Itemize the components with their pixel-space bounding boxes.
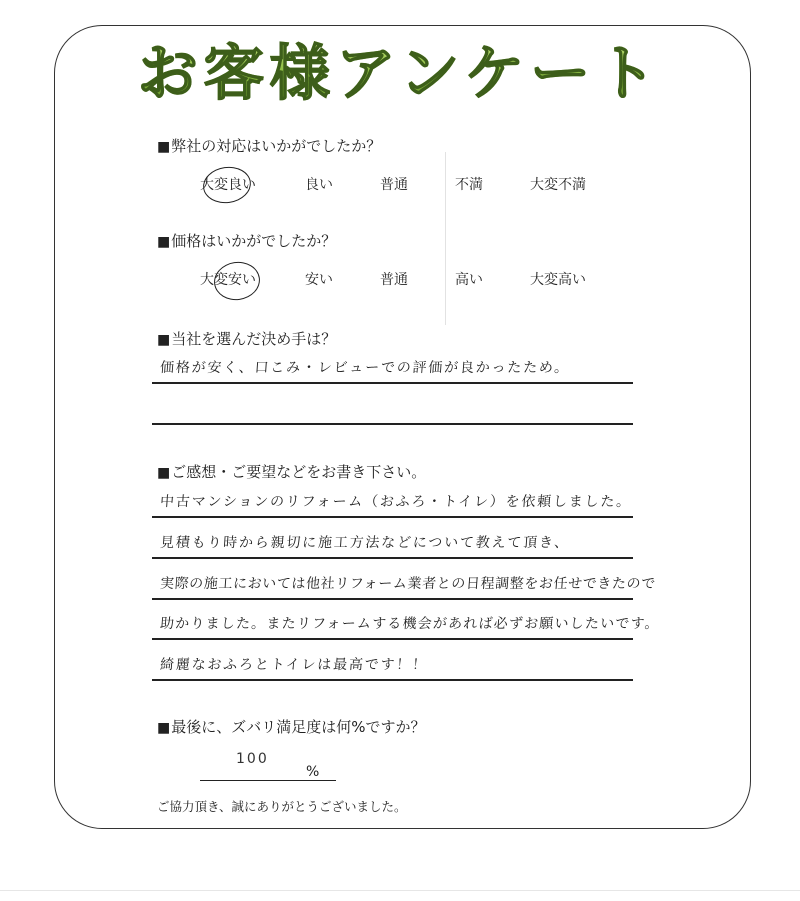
q2-option-very-cheap[interactable]: 大変安い — [200, 272, 256, 288]
column-divider — [445, 152, 446, 325]
q1-option-very-good[interactable]: 大変良い — [200, 177, 256, 193]
satisfaction-rule — [200, 780, 336, 781]
q2-option-very-expensive[interactable]: 大変高い — [530, 272, 586, 288]
q1-option-good[interactable]: 良い — [305, 177, 333, 193]
bullet-square-icon: ■ — [157, 720, 171, 736]
answer-rule — [152, 557, 633, 559]
answer-rule — [152, 679, 633, 681]
q3-answer-line-1[interactable]: 価格が安く、口こみ・レビューでの評価が良かったため。 — [159, 360, 571, 376]
answer-rule — [152, 598, 633, 600]
answer-rule — [152, 423, 633, 425]
q2-option-expensive[interactable]: 高い — [455, 272, 483, 288]
thanks-message: ご協力頂き、誠にありがとうございました。 — [157, 799, 407, 814]
percent-sign: % — [306, 764, 320, 780]
answer-rule — [152, 516, 633, 518]
question-3-heading: ■当社を選んだ決め手は？ — [157, 330, 337, 348]
survey-title: お客様アンケート — [0, 38, 800, 110]
bullet-square-icon: ■ — [157, 139, 171, 155]
q1-option-dissatisfied[interactable]: 不満 — [455, 177, 483, 193]
question-5-heading: ■最後に、ズバリ満足度は何%ですか？ — [157, 718, 426, 736]
q4-answer-line-4[interactable]: 助かりました。またリフォームする機会があれば必ずお願いしたいです。 — [159, 616, 661, 632]
question-4-heading: ■ご感想・ご要望などをお書き下さい。 — [157, 463, 427, 481]
q1-option-normal[interactable]: 普通 — [380, 177, 408, 193]
bullet-square-icon: ■ — [157, 234, 171, 250]
question-1-heading: ■弊社の対応はいかがでしたか？ — [157, 137, 382, 155]
bullet-square-icon: ■ — [157, 332, 171, 348]
q1-option-very-dissatisfied[interactable]: 大変不満 — [530, 177, 586, 193]
q2-option-cheap[interactable]: 安い — [305, 272, 333, 288]
answer-rule — [152, 382, 633, 384]
answer-rule — [152, 638, 633, 640]
q4-answer-line-3[interactable]: 実際の施工においては他社リフォーム業者との日程調整をお任せできたので — [159, 576, 657, 592]
page-bottom-divider — [0, 890, 800, 891]
question-2-heading: ■価格はいかがでしたか？ — [157, 232, 337, 250]
bullet-square-icon: ■ — [157, 465, 171, 481]
q2-option-normal[interactable]: 普通 — [380, 272, 408, 288]
q4-answer-line-5[interactable]: 綺麗なおふろとトイレは最高です！！ — [159, 657, 429, 673]
q4-answer-line-2[interactable]: 見積もり時から親切に施工方法などについて教えて頂き、 — [159, 535, 571, 551]
satisfaction-value[interactable]: 100 — [236, 751, 269, 767]
q4-answer-line-1[interactable]: 中古マンションのリフォーム（おふろ・トイレ）を依頼しました。 — [159, 494, 633, 510]
